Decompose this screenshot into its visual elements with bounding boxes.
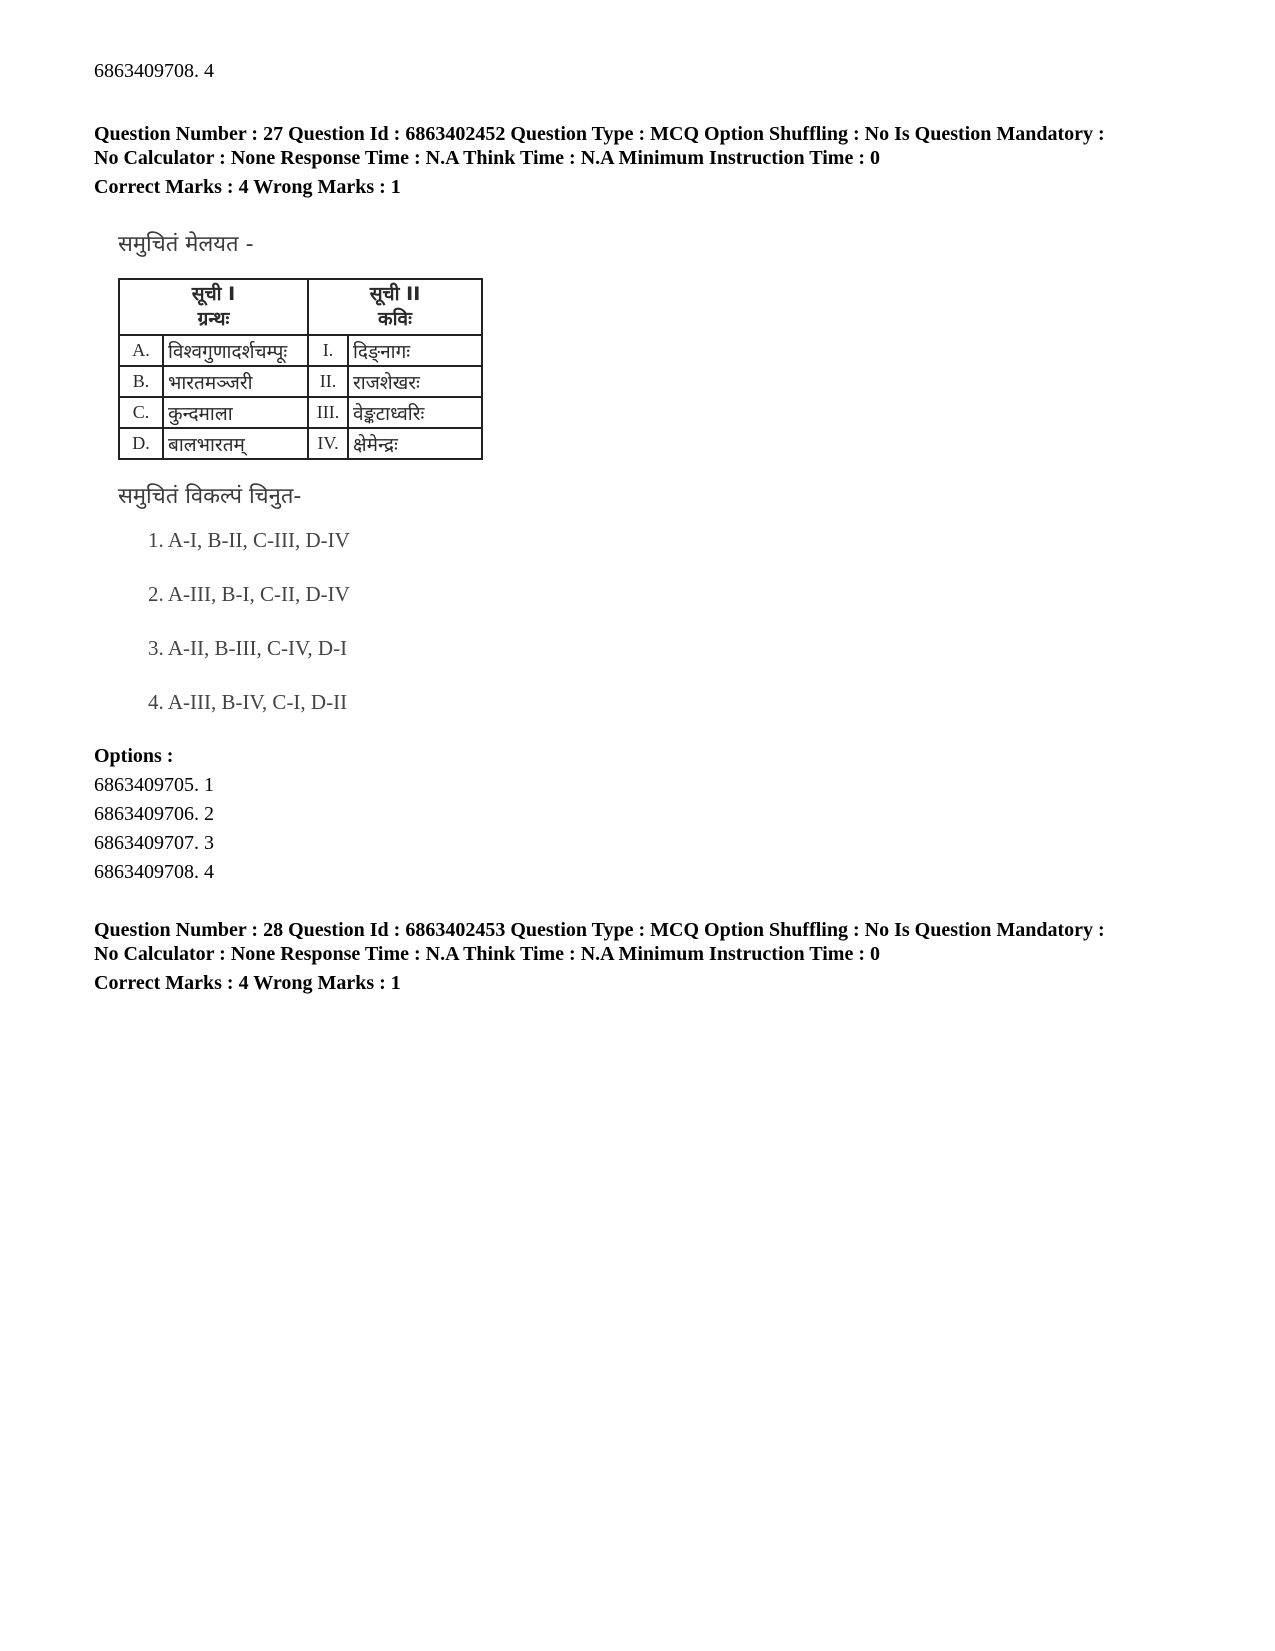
table-row (119, 335, 482, 366)
options-label: Options : (94, 745, 174, 767)
question-27-meta-line-1: Question Number : 27 Question Id : 6863402452 Question Type : MCQ Option Shuffling : No Is Question Mandatory : (94, 123, 1105, 145)
list-1-subtitle: ग्रन्थः (197, 308, 230, 330)
option-line: 6863409705. 1 (94, 774, 214, 796)
table-row (119, 428, 482, 459)
question-27-meta-line-2: No Calculator : None Response Time : N.A Think Time : N.A Minimum Instruction Time : 0 (94, 147, 880, 169)
question-instruction: समुचितं मेलयत - (118, 232, 254, 257)
list-2-header (308, 279, 482, 335)
list-1-title: सूची I (191, 283, 236, 305)
question-28-marks: Correct Marks : 4 Wrong Marks : 1 (94, 972, 401, 994)
row-label-left: D. (119, 428, 163, 459)
row-value-left: कुन्दमाला (163, 397, 308, 428)
row-label-right: II. (308, 366, 348, 397)
option-line: 6863409707. 3 (94, 832, 214, 854)
match-table-header (119, 279, 482, 335)
row-label-right: III. (308, 397, 348, 428)
match-table (118, 278, 483, 460)
question-27-header (94, 122, 1214, 199)
question-prompt: समुचितं विकल्पं चिनुत- (118, 484, 302, 509)
option-line: 6863409706. 2 (94, 803, 214, 825)
option-line: 6863409708. 4 (94, 861, 214, 883)
answer-choice: 1. A-I, B-II, C-III, D-IV (148, 528, 350, 552)
row-value-right: राजशेखरः (348, 366, 482, 397)
previous-option-line: 6863409708. 4 (94, 60, 214, 82)
question-27-marks: Correct Marks : 4 Wrong Marks : 1 (94, 176, 401, 198)
list-1-header (119, 279, 308, 335)
question-28-meta-line-2: No Calculator : None Response Time : N.A Think Time : N.A Minimum Instruction Time : 0 (94, 943, 880, 965)
question-28-header (94, 918, 1214, 995)
row-label-right: IV. (308, 428, 348, 459)
answer-choices-list (118, 526, 518, 742)
row-value-left: बालभारतम् (163, 428, 308, 459)
answer-choice: 3. A-II, B-III, C-IV, D-I (148, 636, 348, 660)
list-2-title: सूची II (369, 283, 421, 305)
answer-choice: 4. A-III, B-IV, C-I, D-II (148, 690, 348, 714)
question-27-body (118, 230, 518, 742)
row-label-left: C. (119, 397, 163, 428)
row-value-right: क्षेमेन्द्रः (348, 428, 482, 459)
table-row (119, 397, 482, 428)
question-27-options (94, 742, 214, 887)
table-row (119, 366, 482, 397)
row-value-left: भारतमञ्जरी (163, 366, 308, 397)
answer-choice: 2. A-III, B-I, C-II, D-IV (148, 582, 350, 606)
question-28-meta-line-1: Question Number : 28 Question Id : 6863402453 Question Type : MCQ Option Shuffling : No Is Question Mandatory : (94, 919, 1105, 941)
row-value-right: वेङ्कटाध्वरिः (348, 397, 482, 428)
row-label-left: A. (119, 335, 163, 366)
row-label-left: B. (119, 366, 163, 397)
row-value-left: विश्वगुणादर्शचम्पूः (163, 335, 308, 366)
row-label-right: I. (308, 335, 348, 366)
row-value-right: दिङ्नागः (348, 335, 482, 366)
list-2-subtitle: कविः (378, 308, 412, 330)
